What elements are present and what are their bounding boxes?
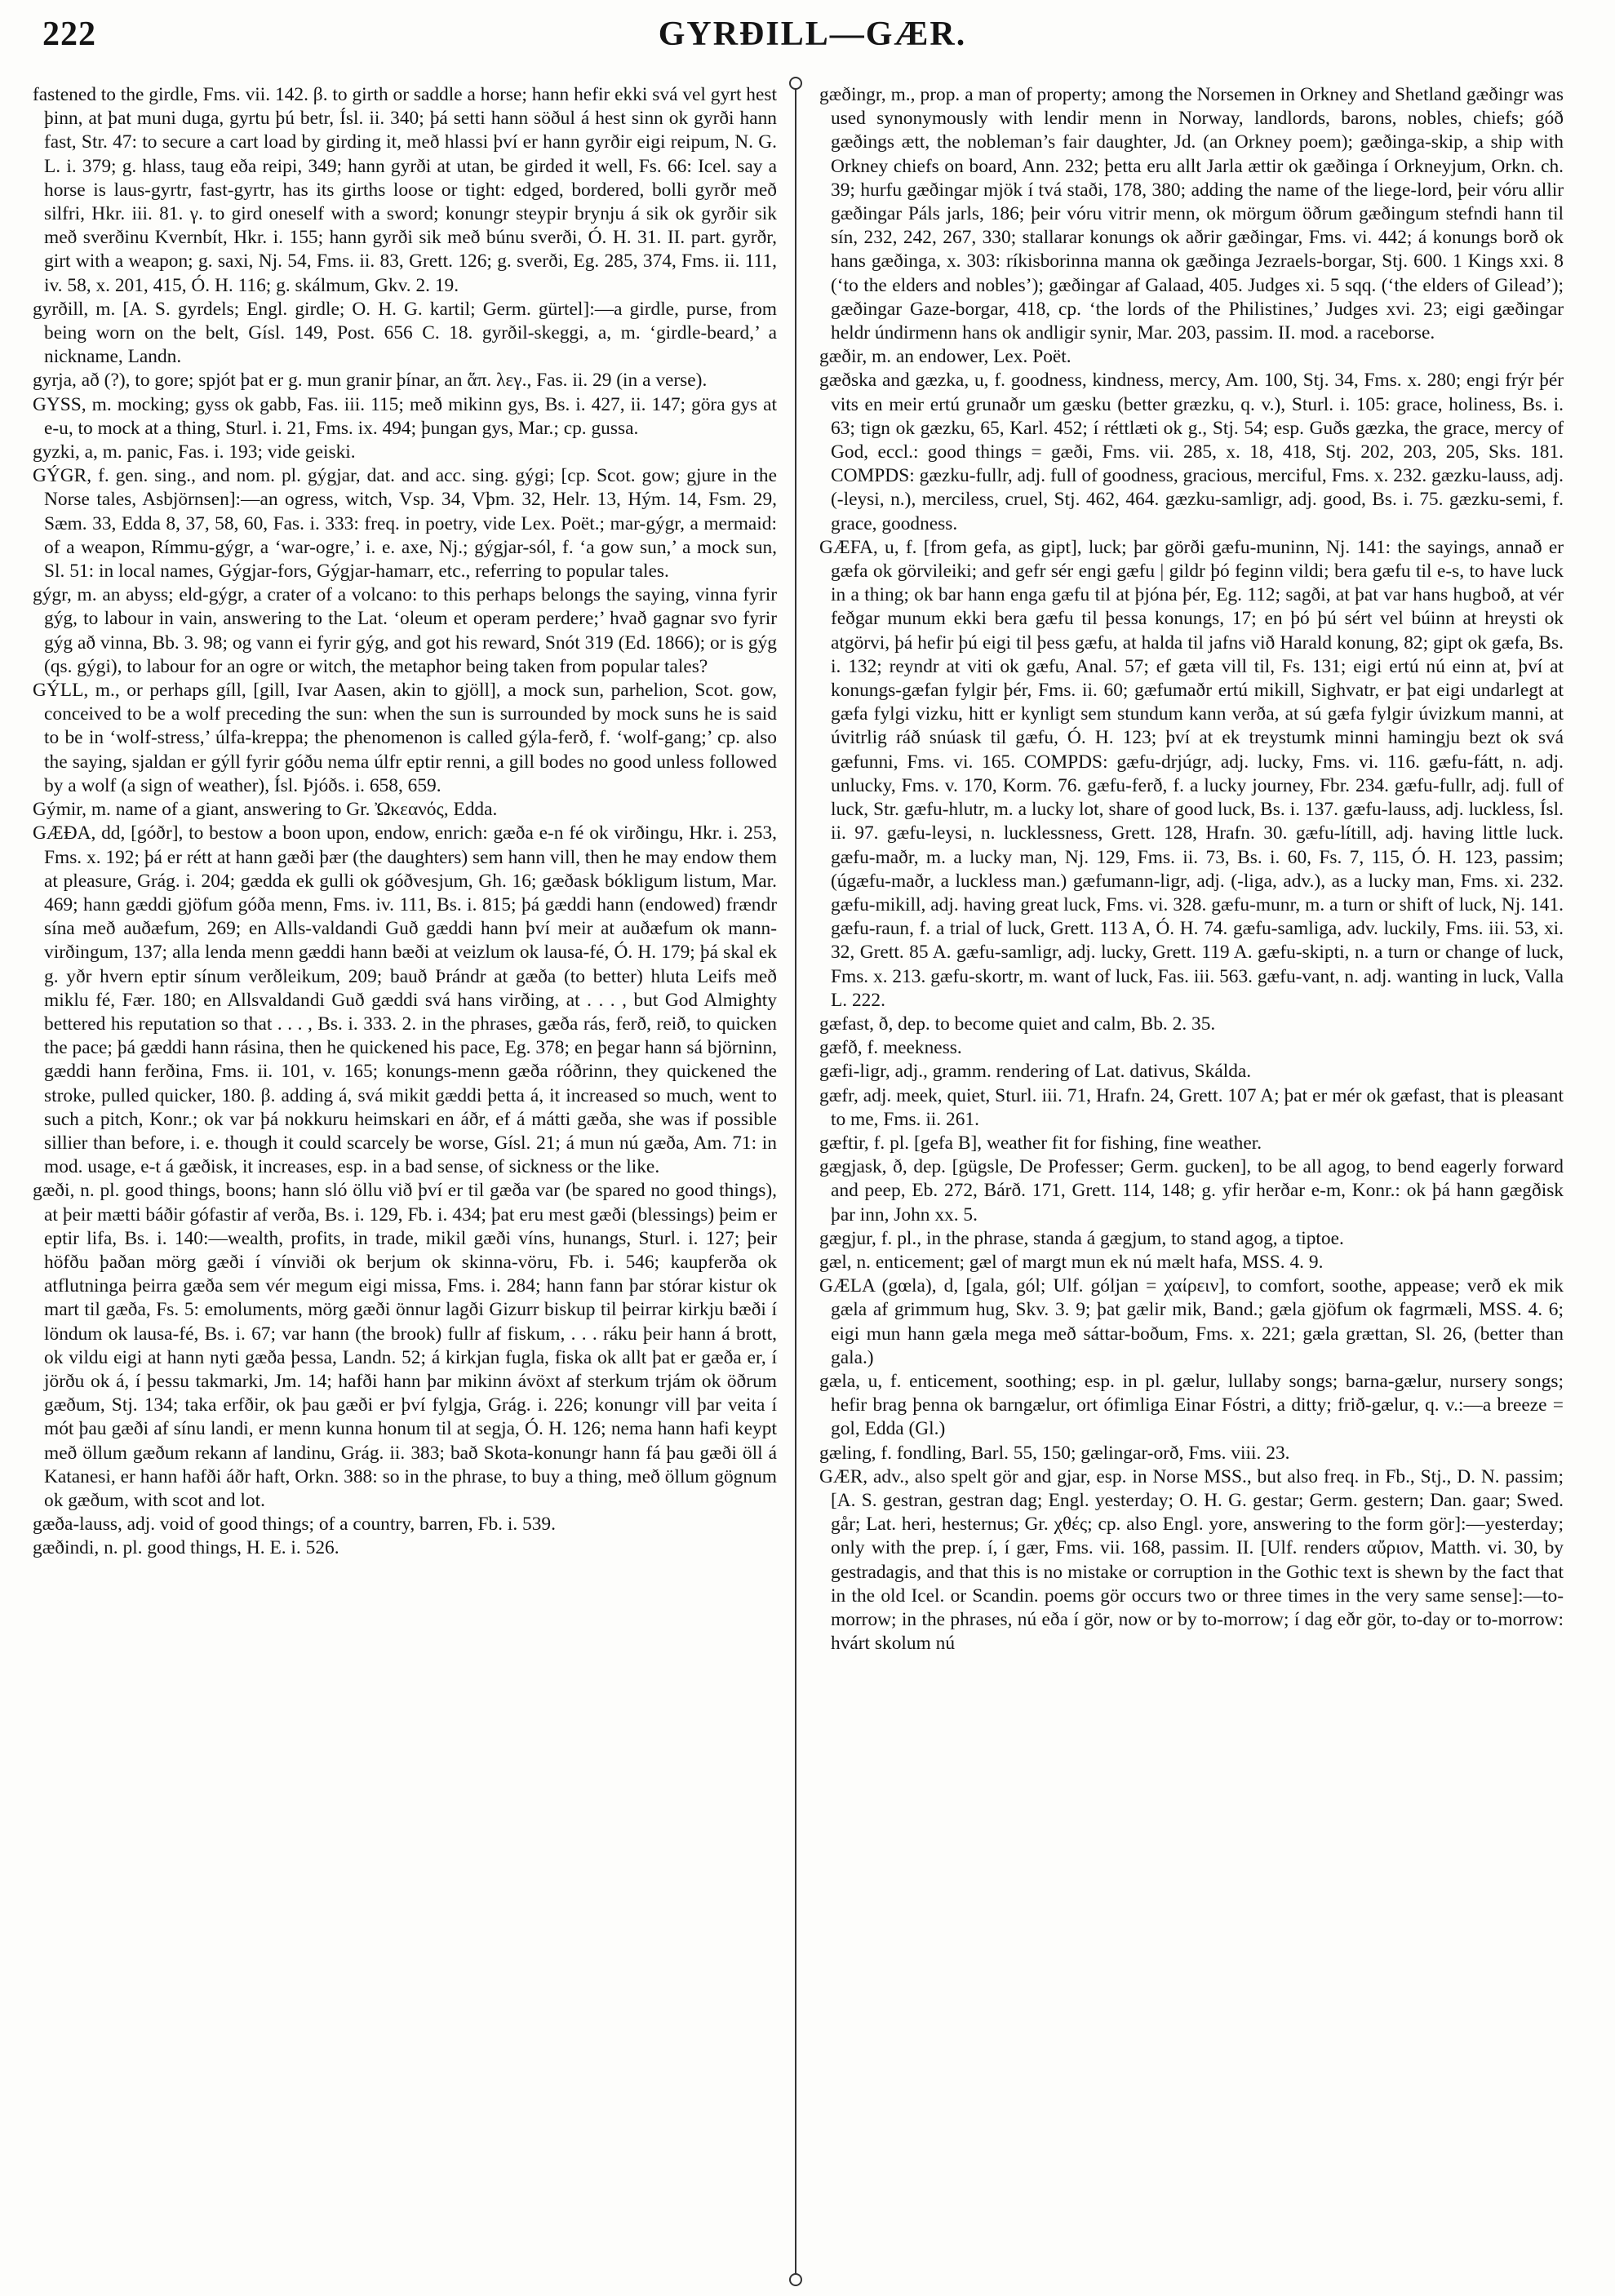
- column-divider: [795, 78, 796, 2281]
- right-column: [819, 83, 1564, 2278]
- entry-gael: gæl, n. enticement; gæl of margt mun ek nú mælt hafa, MSS. 4. 9.: [819, 1251, 1324, 1273]
- entry-gaeftir: gæftir, f. pl. [gefa B], weather fit for fishing, fine weather.: [819, 1132, 1262, 1154]
- left-column: [33, 83, 777, 2278]
- entry-gaeda-lauss: gæða-lauss, adj. void of good things; of a country, barren, Fb. i. 539.: [33, 1514, 556, 1536]
- entry-gaefa: GÆFA, u, f. [from gefa, as gipt], luck; þar görði gæfu-muninn, Nj. 141: the sayings, annað er gæfa ok görvileiki; and gefr sér engi gæfu | gildr þó feginn vildi; bera gæfu til e-s, to have luck in a thing; ok bar hann enga gæfu til at þjóna þér, Eg. 112; sagði, at þat var hans hugboð, at vér feðgar munum ekki bera gæfu til þessa konungs, 17; en þó þú sért vel búinn at hreysti ok atgörvi, þá hefir þú eigi til þess gæfu, at halda til jafns við Harald konung, 82; gipt ok gæfa, Bs. i. 132; reyndr at viti ok gæfu, Anal. 57; ef gæta vill til, Fs. 131; eigi ertú nú einn at, því at konungs-gæfan fylgir þér, Fms. ii. 60; gæfumaðr ertú mikill, Sighvatr, er þat eigi undarlegt at gæfa fylgi vizku, hitt er kynligt sem stundum kann verða, at sú gæfa fylgir úvizkum manni, at úvitrlig ráð snúask til gæfu, Ó. H. 123; því at ek treystumk minni hamingju bezt ok svá gæfunni, Fms. vi. 165. COMPDS: gæfu-drjúgr, adj. lucky, Fms. vi. 116. gæfu-fátt, n. adj. unlucky, Fms. v. 170, Korm. 76. gæfu-ferð, f. a lucky journey, Fbr. 234. gæfu-fullr, adj. full of luck, Str. gæfu-hlutr, m. a lucky lot, share of good luck, Bs. i. 137. gæfu-lauss, adj. luckless, Ísl. ii. 97. gæfu-leysi, n. lucklessness, Grett. 128, Hrafn. 30. gæfu-lítill, adj. having little luck. gæfu-maðr, m. a lucky man, Nj. 129, Fms. ii. 73, Bs. i. 60, Fs. 7, 115, Ó. H. 123, passim; (úgæfu-maðr, a luckless man.) gæfumann-ligr, adj. (-liga, adv.), as a lucky man, Fms. xi. 232. gæfu-mikill, adj. having great luck, Fms. vi. 328. gæfu-munr, m. a turn or shift of luck, Nj. 141. gæfu-raun, f. a trial of luck, Grett. 113 A, Ó. H. 74. gæfu-samliga, adv. luckily, Fms. iii. 53, xi. 32, Grett. 85 A. gæfu-samligr, adj. lucky, Grett. 119 A. gæfu-skipti, n. a turn or change of luck, Fms. x. 213. gæfu-skortr, m. want of luck, Fas. iii. 563. gæfu-vant, n. adj. wanting in luck, Valla L. 222.: [819, 536, 1564, 1011]
- entry-gyss: GYSS, m. mocking; gyss ok gabb, Fas. iii. 115; með mikinn gys, Bs. i. 427, ii. 147; göra gys at e-u, to mock at a thing, Sturl. i. 21, Fms. ix. 494; þungan gys, Mar.; cp. gussa.: [33, 393, 777, 439]
- entry-gyrda-cont: fastened to the girdle, Fms. vii. 142. β. to girth or saddle a horse; hann hefir ekki svá vel gyrt hest þinn, at þat muni duga, gyrtu þú betr, Ísl. ii. 340; þá setti hann söðul á hest sinn ok gyrði hann fast, Str. 47: to secure a cart load by girding it, með hlassi því er hann gyrðir eigi reipum, N. G. L. i. 379; g. hlass, taug eða reipi, 349; hann gyrði at utan, be girded it well, Fs. 66: Icel. say a horse is laus-gyrtr, fast-gyrtr, has its girths loose or tight: edged, bordered, bolli gyrðr með silfri, Hkr. iii. 81. γ. to gird oneself with a sword; konungr steypir brynju á sik ok gyrðir sik með sverðinu Kvernbít, Hkr. i. 155; hann gyrði sik með búnu sverði, Ó. H. 31. II. part. gyrðr, girt with a weapon; g. saxi, Nj. 54, Fms. ii. 83, Grett. 126; g. sverði, Eg. 285, 374, Fms. ii. 111, iv. 58, x. 201, 415, Ó. H. 116; g. skálmum, Gkv. 2. 19.: [33, 84, 777, 296]
- divider-ornament: [789, 77, 802, 90]
- entry-gaedi: gæði, n. pl. good things, boons; hann sló öllu við því er til gæða var (be spared no good things), at þeir mætti báðir gófastir af verða, Bs. i. 129, Fb. i. 434; þat eru mest gæði (blessings) þeim er eptir lifa, Bs. i. 140:—wealth, profits, in trade, mikil gæði víns, hunangs, Sturl. i. 127; þeir höfðu þaðan mörg gæði í vínviði ok berjum ok skinna-vöru, Fb. i. 546; kaupferða ok atflutninga þeirra gæða sem vér megum eigi missa, Fms. i. 284; hann fann þar stórar kistur ok mart til gæða, Fs. 5: emoluments, mörg gæði önnur lagði Gizurr biskup til þeirrar kirkju bæði í löndum ok lausa-fé, Bs. i. 67; var hann (the brook) fullr af fiskum, . . . ráku þeir hann á brott, ok vildu eigi at hann nyti gæða þessa, Landn. 52; á kirkjan fugla, fiska ok allt þat er gæða er, í jörðu ok á, í þessu takmarki, Jm. 14; hafði hann þar mikinn ávöxt af sterkum trjám ok öðrum gæðum, Stj. 134; taka erfðir, ok þau gæði er því fylgja, Grág. i. 226; konungr vill þar veita í mót þau gæði af sínu landi, er menn kunna honum til at segja, Ó. H. 126; nema hann hafi keypt með öllum gæðum rekann af landinu, Grág. ii. 383; bað Skota-konungr hann fá þau gæði öll á Katanesi, er hann hafði áðr haft, Orkn. 388: so in the phrase, to buy a thing, með öllum gögnum ok gæðum, with scot and lot.: [33, 1180, 777, 1511]
- page-header: [42, 15, 1582, 60]
- entry-gaedska: gæðska and gæzka, u, f. goodness, kindness, mercy, Am. 100, Stj. 34, Fms. x. 280; engi frýr þér vits en meir ertú grunaðr um gæsku (better græzku, q. v.), Sturl. i. 105: grace, holiness, Bs. i. 63; tign ok gæzku, 65, Karl. 452; í réttlæti ok g., Stj. 54; esp. Guðs gæzka, the grace, mercy of God, eccl.: good things = gæði, Fms. vii. 285, x. 18, 418, Stj. 202, 203, 205, Sks. 181. COMPDS: gæzku-fullr, adj. full of goodness, gracious, merciful, Fms. x. 232. gæzku-lauss, adj. (-leysi, n.), merciless, cruel, Stj. 462, 464. gæzku-samligr, adj. good, Bs. i. 75. gæzku-semi, f. grace, goodness.: [819, 370, 1564, 534]
- entry-gaegjask: gægjask, ð, dep. [gügsle, De Professer; Germ. gucken], to be all agog, to bend eagerly forward and peep, Eb. 272, Bárð. 171, Grett. 114, 148; g. yfir herðar e-m, Konr.: ok þá hann gægðisk þar inn, John xx. 5.: [819, 1156, 1564, 1226]
- entry-gaela-noun: gæla, u, f. enticement, soothing; esp. in pl. gælur, lullaby songs; barna-gælur, nursery songs; hefir brag þenna ok barngælur, ort ófimliga Einar Fóstri, a ditty; frið-gælur, q. v.:—a breeze = gol, Edda (Gl.): [819, 1370, 1564, 1440]
- entry-gaefd: gæfð, f. meekness.: [819, 1037, 962, 1059]
- entry-gaedingr: gæðingr, m., prop. a man of property; among the Norsemen in Orkney and Shetland gæðingr was used synonymously with lendir menn in Norway, landlords, barons, nobles, chiefs; góð gæðings ætt, the nobleman’s fair daughter, Jd. (an Orkney poem); gæðinga-skip, a ship with Orkney chiefs on board, Ann. 232; þetta eru allt Jarla ættir ok gæðinga í Orkneyjum, Orkn. ch. 39; hurfu gæðingar mjök í tvá staði, 178, 380; adding the name of the liege-lord, þeir vóru allir gæðingar Páls jarls, 186; þeir vóru vitrir menn, ok mörgum öðrum gæðingum stefndi hann til sín, 232, 242, 267, 330; stallarar konungs ok aðrir gæðingar, Fms. vi. 442; á konungs borð ok hans gæðinga, x. 303: ríkisborinna manna ok gæðinga Jezraels-borgar, Stj. 600. 1 Kings xxi. 8 (‘to the elders and nobles’); gæðingar af Galaad, 405. Judges xi. 5 sqq. (‘the elders of Gilead’); gæðingar Gaze-borgar, 418, cp. ‘the lords of the Philistines,’ Judges xvi. 23; eigi gæðingar heldr úndirmenn hans ok andligir synir, Mar. 203, passim. II. mod. a raceborse.: [819, 84, 1564, 344]
- entry-gyrja: gyrja, að (?), to gore; spjót þat er g. mun granir þínar, an ἅπ. λεγ., Fas. ii. 29 (in a verse).: [33, 370, 708, 392]
- entry-gaegjur: gægjur, f. pl., in the phrase, standa á gægjum, to stand agog, a tiptoe.: [819, 1227, 1344, 1249]
- entry-gaefast: gæfast, ð, dep. to become quiet and calm, Bb. 2. 35.: [819, 1013, 1216, 1035]
- entry-gaeda: GÆÐA, dd, [góðr], to bestow a boon upon, endow, enrich: gæða e-n fé ok virðingu, Hkr. i. 253, Fms. x. 192; þá er rétt at hann gæði þær (the daughters) sem hann vill, then he may endow them at pleasure, Grág. i. 204; gædda ek gulli ok góðvesjum, Gh. 16; gæðask bókligum listum, Mar. 469; hann gæddi gjöfum góða menn, Fms. iv. 111, Bs. i. 815; þá gæddi hann (endowed) frændr sína með auðæfum, 269; en Alls-valdandi Guð gæddi hann því meir at auðæfum ok mann-virðingum, 137; alla lenda menn gæddi hann bæði at veizlum ok lausa-fé, Ó. H. 179; þá skal ek g. yðr hvern eptir sínum verðleikum, 209; bauð Þrándr at gæða (to better) hluta Leifs með miklu fé, Fær. 180; en Allsvaldandi Guð gæddi svá hans virðing, at . . . , but God Almighty bettered his reputation so that . . . , Bs. i. 333. 2. in the phrases, gæða rás, ferð, reið, to quicken the pace; þá gæddi hann rásina, then he quickened his pace, Eg. 378; en þegar hann sá björninn, gæddi hann ferðina, Fms. ii. 101, v. 165; konungs-menn gæða róðrinn, they quickened the stroke, pulled quicker, 180. β. adding á, svá mikit gæddi þetta á, it increased so much, went to such a pitch, Konr.; ok var þá nokkuru heimskari en áðr, ef á mátti gæða, she was if possible sillier than before, i. e. though it could scarcely be worse, Gísl. 21; á mun nú gæða, Am. 71: in mod. usage, e-t á gæðisk, it increases, esp. in a bad sense, of sickness or the like.: [33, 822, 777, 1178]
- entry-gaefr: gæfr, adj. meek, quiet, Sturl. iii. 71, Hrafn. 24, Grett. 107 A; þat er mér ok gæfast, that is pleasant to me, Fms. ii. 261.: [819, 1084, 1564, 1130]
- entry-gaedir: gæðir, m. an endower, Lex. Poët.: [819, 346, 1071, 368]
- running-head: GYRÐILL—GÆR.: [658, 16, 967, 53]
- entry-gaedindi: gæðindi, n. pl. good things, H. E. i. 526.: [33, 1537, 339, 1559]
- divider-ornament: [789, 2273, 802, 2286]
- entry-gaefi-ligr: gæfi-ligr, adj., gramm. rendering of Lat. dativus, Skálda.: [819, 1061, 1252, 1083]
- entry-gyll: GÝLL, m., or perhaps gíll, [gill, Ivar Aasen, akin to gjöll], a mock sun, parhelion, Scot. gow, conceived to be a wolf preceding the sun: when the sun is surrounded by mock suns he is said to be in ‘wolf-stress,’ úlfa-kreppa; the phenomenon is called gýla-ferð, f. ‘wolf-gang;’ cp. also the saying, sjaldan er gýll fyrir góðu nema úlfr eptir renni, a gill bodes no good unless followed by a wolf (a sign of weather), Ísl. Þjóðs. i. 658, 659.: [33, 680, 777, 796]
- entry-gygr-ogress: GÝGR, f. gen. sing., and nom. pl. gýgjar, dat. and acc. sing. gýgi; [cp. Scot. gow; gjure in the Norse tales, Asbjörnsen]:—an ogress, witch, Vsp. 34, Vþm. 32, Helr. 13, Hým. 14, Fsm. 29, Sæm. 33, Edda 8, 37, 58, 60, Fas. i. 333: freq. in poetry, vide Lex. Poët.; mar-gýgr, a mermaid: of a weapon, Rímmu-gýgr, a ‘war-ogre,’ i. e. axe, Nj.; gýgjar-sól, f. ‘a gow sun,’ a mock sun, Sl. 51: in local names, Gýgjar-fors, Gýgjar-hamarr, etc., referring to popular tales.: [33, 465, 777, 583]
- entry-gyzki: gyzki, a, m. panic, Fas. i. 193; vide geiski.: [33, 441, 356, 463]
- entry-gaeling: gæling, f. fondling, Barl. 55, 150; gælingar-orð, Fms. viii. 23.: [819, 1442, 1290, 1464]
- entry-gygr-abyss: gýgr, m. an abyss; eld-gýgr, a crater of a volcano: to this perhaps belongs the saying, vinna fyrir gýg, to labour in vain, answering to the Lat. ‘oleum et operam perdere;’ hvað gagnar svo fyrir gýg að vinna, Bb. 3. 98; og vann ei fyrir gýg, and got his reward, Snót 319 (Ed. 1866); or is gýg (qs. gýgi), to labour for an ogre or witch, the metaphor being taken from popular tales?: [33, 584, 777, 677]
- page-number: 222: [42, 16, 96, 53]
- entry-gaela-verb: GÆLA (gœla), d, [gala, gól; Ulf. góljan = χαίρειν], to comfort, soothe, appease; verð ek mik gæla af grimmum hug, Skv. 3. 9; þat gælir mik, Band.; gæla gjöfum ok fagrmæli, MSS. 4. 6; eigi mun hann gæla mega með sáttar-boðum, Fms. x. 221; gæla grættan, Sl. 26, (better than gala.): [819, 1275, 1564, 1368]
- entry-gaer: GÆR, adv., also spelt gör and gjar, esp. in Norse MSS., but also freq. in Fb., Stj., D. N. passim; [A. S. gestran, gestran dag; Engl. yesterday; O. H. G. gestar; Germ. gestern; Dan. gaar; Swed. går; Lat. heri, hesternus; Gr. χθές; cp. also Engl. yore, answering to the form gör]:—yesterday; only with the prep. í, í gær, Fms. vii. 168, passim. II. [Ulf. renders αὔριον, Matth. vi. 30, by gestradagis, and that this is no mistake or corruption in the Gothic text is shewn by the fact that in the old Icel. or Scandin. poems gör occurs two or three times in the very same sense]:—to-morrow; in the phrases, nú eða í gör, now or by to-morrow; í dag eðr gör, to-day or to-morrow: hvárt skolum nú: [819, 1465, 1564, 1655]
- entry-gymir: Gýmir, m. name of a giant, answering to Gr. Ὠκεανός, Edda.: [33, 799, 498, 821]
- entry-gyrdill: gyrðill, m. [A. S. gyrdels; Engl. girdle; O. H. G. kartil; Germ. gürtel]:—a girdle, purse, from being worn on the belt, Gísl. 149, Post. 656 C. 18. gyrðil-skeggi, a, m. ‘girdle-beard,’ a nickname, Landn.: [33, 298, 777, 368]
